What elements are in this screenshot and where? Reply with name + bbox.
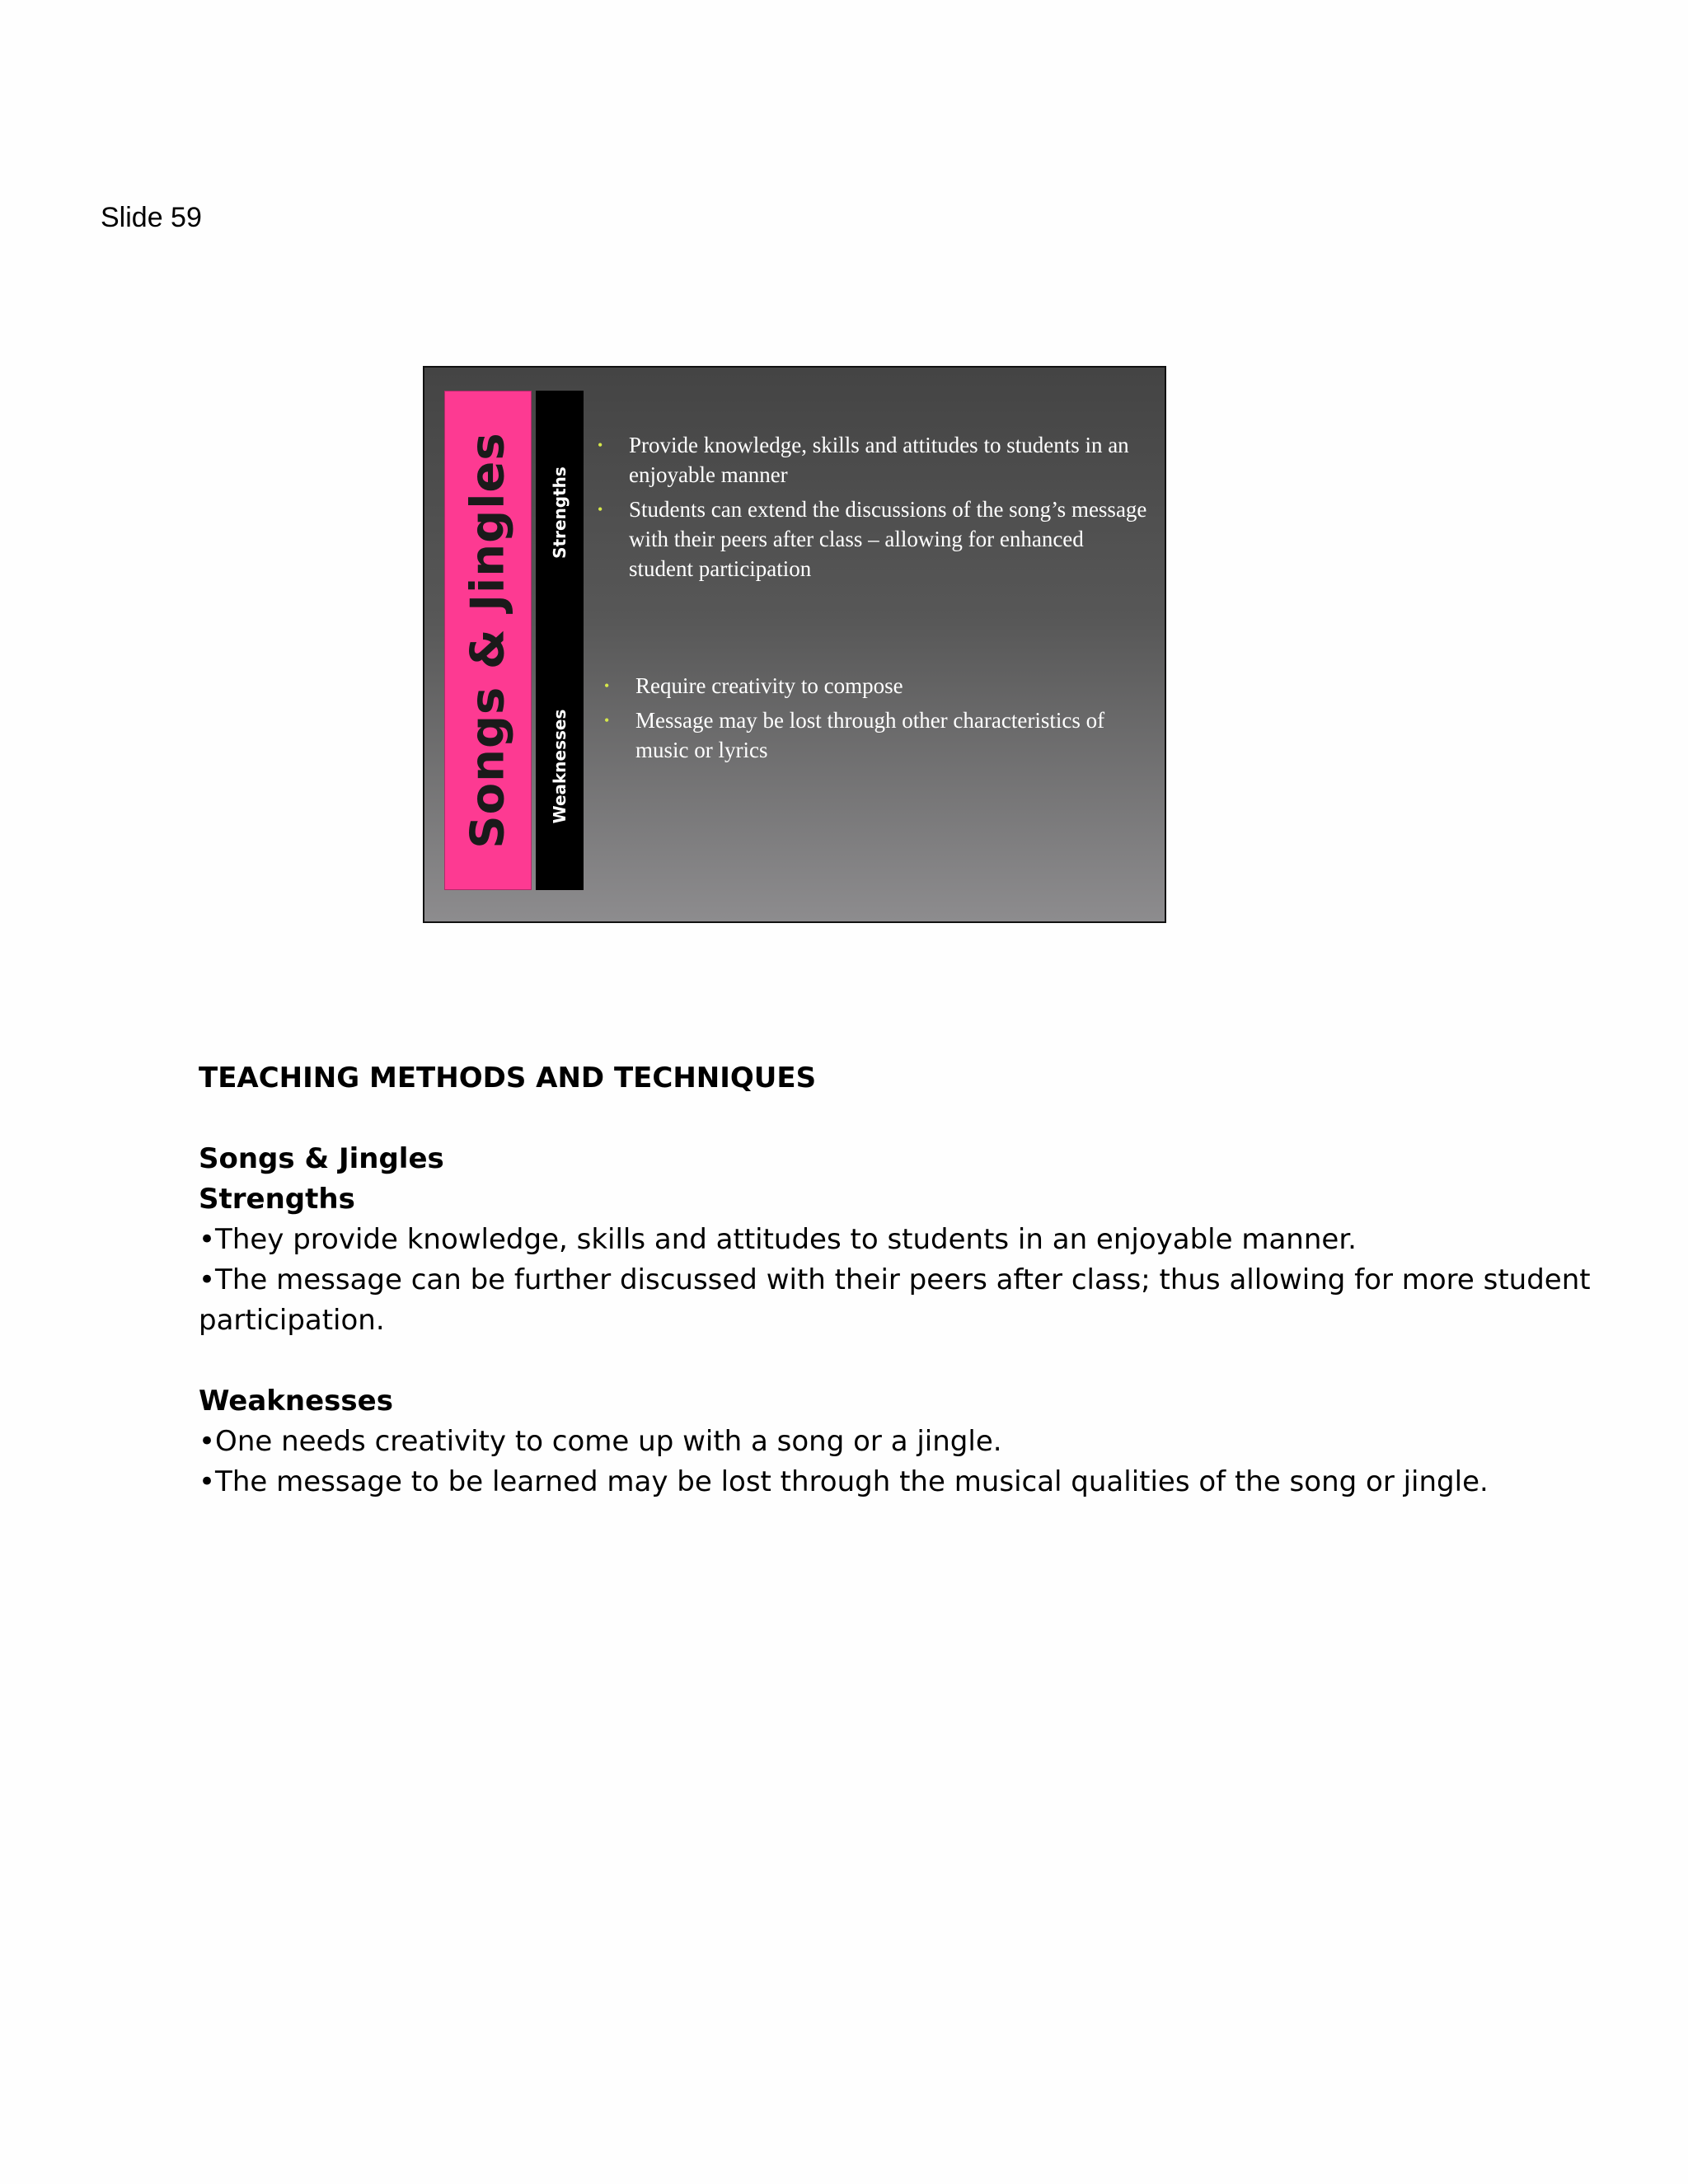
- list-item: [598, 494, 1148, 583]
- notes-strengths-heading: Strengths: [199, 1183, 355, 1216]
- slide-thumbnail: [423, 366, 1166, 923]
- section-label-bar: [536, 391, 584, 890]
- bullet-text: Require creativity to compose: [635, 673, 903, 698]
- bullet-text: Provide knowledge, skills and attitudes to students in an enjoyable manner: [629, 433, 1129, 487]
- slide-number: Slide 59: [101, 202, 202, 233]
- bullet-icon: •: [598, 437, 603, 453]
- bullet-icon: •: [598, 501, 603, 518]
- title-bar: [444, 391, 532, 890]
- list-item: [604, 705, 1155, 765]
- bullet-icon: •: [604, 712, 610, 729]
- notes-strength-item: •The message can be further discussed with their peers after class; thus allowing for more student participation.: [199, 1263, 1591, 1337]
- weaknesses-label: Weaknesses: [550, 709, 570, 824]
- notes-weakness-item: •One needs creativity to come up with a song or a jingle.: [199, 1425, 1002, 1458]
- weaknesses-bullet-list: [604, 671, 1155, 770]
- list-item: [598, 430, 1148, 490]
- speaker-notes: [199, 1058, 1600, 1502]
- notes-main-heading: TEACHING METHODS AND TECHNIQUES: [199, 1062, 817, 1094]
- bullet-text: Message may be lost through other characteristics of music or lyrics: [635, 708, 1105, 762]
- bullet-icon: •: [604, 677, 610, 694]
- list-item: [604, 671, 1155, 701]
- strengths-bullet-list: [598, 430, 1148, 588]
- slide-title: Songs & Jingles: [461, 432, 515, 849]
- notes-weaknesses-heading: Weaknesses: [199, 1385, 393, 1418]
- strengths-label: Strengths: [550, 466, 570, 559]
- notes-strength-item: •They provide knowledge, skills and attitudes to students in an enjoyable manner.: [199, 1223, 1357, 1256]
- bullet-text: Students can extend the discussions of the song’s message with their peers after class – allowing for enhanced student participation: [629, 497, 1147, 581]
- notes-weakness-item: •The message to be learned may be lost through the musical qualities of the song or jingle.: [199, 1465, 1489, 1498]
- notes-topic-heading: Songs & Jingles: [199, 1142, 444, 1175]
